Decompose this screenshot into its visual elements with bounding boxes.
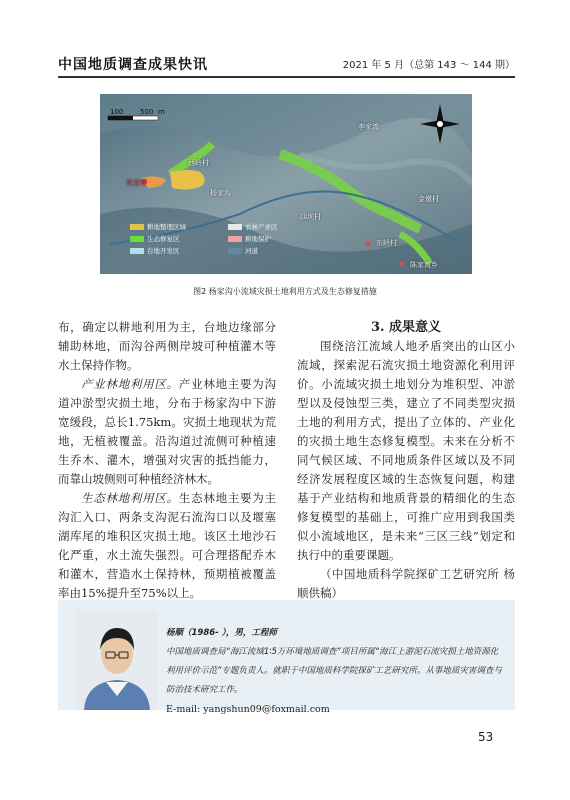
scale-label-500: 500	[140, 108, 154, 116]
author-box	[58, 600, 515, 715]
author-photo	[76, 610, 158, 710]
left-paragraph-2	[58, 375, 276, 489]
legend-swatch	[130, 224, 144, 230]
legend-swatch	[130, 236, 144, 242]
map-legend	[130, 222, 330, 266]
source-credit: （中国地质科学院探矿工艺研究所 杨顺供稿）	[297, 567, 515, 600]
map-label-xijiacun: 西岭村	[188, 159, 209, 167]
map-label-sitoucun: 四坝村	[300, 213, 321, 221]
legend-label: 耕地保护	[245, 235, 271, 243]
left-paragraph-3-text: 生态林地主要为主沟汇入口、两条支沟泥石流沟口以及堰塞湖库尾的堆积区灾损土地。该区土地沙石化严重，水土流失强烈。可合理搭配乔木和灌木，营造水土保持林，预期植被覆盖率由15%提升至75%以上。	[58, 491, 277, 600]
legend-item	[228, 222, 278, 231]
legend-item	[228, 246, 258, 255]
subhead-industrial-forest: 产业林地利用区。	[81, 377, 179, 391]
page-number: 53	[478, 730, 494, 744]
legend-swatch	[130, 248, 144, 254]
left-paragraph-3	[58, 489, 276, 603]
map-label-kaojiaping: 焦家坪	[126, 179, 147, 187]
legend-label: 河道	[245, 247, 258, 255]
legend-label: 农林产业区	[245, 223, 278, 231]
left-column	[58, 318, 276, 603]
legend-item	[130, 222, 186, 231]
figure-caption: 图2 杨家沟小流域灾损土地利用方式及生态修复措施	[193, 287, 377, 296]
map-label-jiangjiazhen: 杨家沟	[210, 189, 231, 197]
legend-swatch	[228, 236, 242, 242]
author-email: E-mail: yangshun09@foxmail.com	[166, 704, 330, 715]
scale-label-unit: m	[158, 108, 165, 116]
page-header	[58, 54, 515, 72]
legend-swatch	[228, 248, 242, 254]
figure-map	[100, 94, 472, 274]
legend-label: 台地开发区	[147, 247, 180, 255]
right-column	[297, 318, 515, 603]
legend-swatch	[228, 224, 242, 230]
map-label-lijiawan: 李家湾	[358, 123, 379, 131]
author-description: 中国地质调查局“海江流域1∶5万环境地质调查”项目所属“海江上游泥石流灾损土地资源化利用评价示范”专题负责人。就职于中国地质科学院探矿工艺研究所。从事地质灾害调查与防治技术研究工作。	[166, 647, 502, 695]
map-label-dongxiang: 东岭村	[376, 239, 397, 247]
scale-label-100: 100	[110, 108, 124, 116]
header-rule	[58, 76, 515, 78]
legend-item	[228, 234, 271, 243]
legend-item	[130, 234, 180, 243]
journal-title: 中国地质调查成果快讯	[58, 57, 208, 73]
author-portrait	[76, 610, 158, 710]
map-label-jintuncun: 金墩村	[418, 195, 439, 203]
map-label-chenjiaping: 陈家湾乡	[410, 261, 438, 269]
section-title: 3. 成果意义	[370, 320, 442, 335]
author-name: 杨顺（1986- ），男，工程师	[166, 628, 277, 638]
subhead-ecological-forest: 生态林地利用区。	[81, 491, 179, 505]
legend-item	[130, 246, 180, 255]
legend-label: 耕地整理区域	[147, 223, 186, 231]
left-paragraph-2-text: 产业林地主要为沟道冲淤型灾损土地，分布于杨家沟中下游宽缓段，总长1.75km。灾损土地现状为荒地，无植被覆盖。沿沟道过流侧可种植速生乔木、灌木，增强对灾害的抵挡能力，而靠山坡侧则可种植经济林木。	[58, 377, 277, 486]
legend-label: 生态修复区	[147, 235, 180, 243]
left-paragraph-1: 布，确定以耕地利用为主，台地边缘部分辅助林地，而沟谷两侧岸坡可种植灌木等水土保持作物。	[58, 320, 276, 372]
author-bio	[166, 624, 506, 719]
issue-info: 2021 年 5 月（总第 143 ～ 144 期）	[342, 60, 515, 71]
right-paragraph-1: 围绕涪江流域人地矛盾突出的山区小流域，探索泥石流灾损土地资源化利用评价。小流域灾损土地划分为堆积型、冲淤型以及侵蚀型三类，建立了不同类型灾损土地的利用方式，提出了立体的、产业化的灾损土地生态修复模型。未来在分析不同气候区域、不同地质条件区域以及不同经济发展程度区域的生态恢复问题，构建基于产业结构和地质背景的精细化的生态修复模型的基础上，可推广应用到我国类似小流域地区，是未来“三区三线”划定和执行中的重要课题。	[297, 339, 515, 562]
